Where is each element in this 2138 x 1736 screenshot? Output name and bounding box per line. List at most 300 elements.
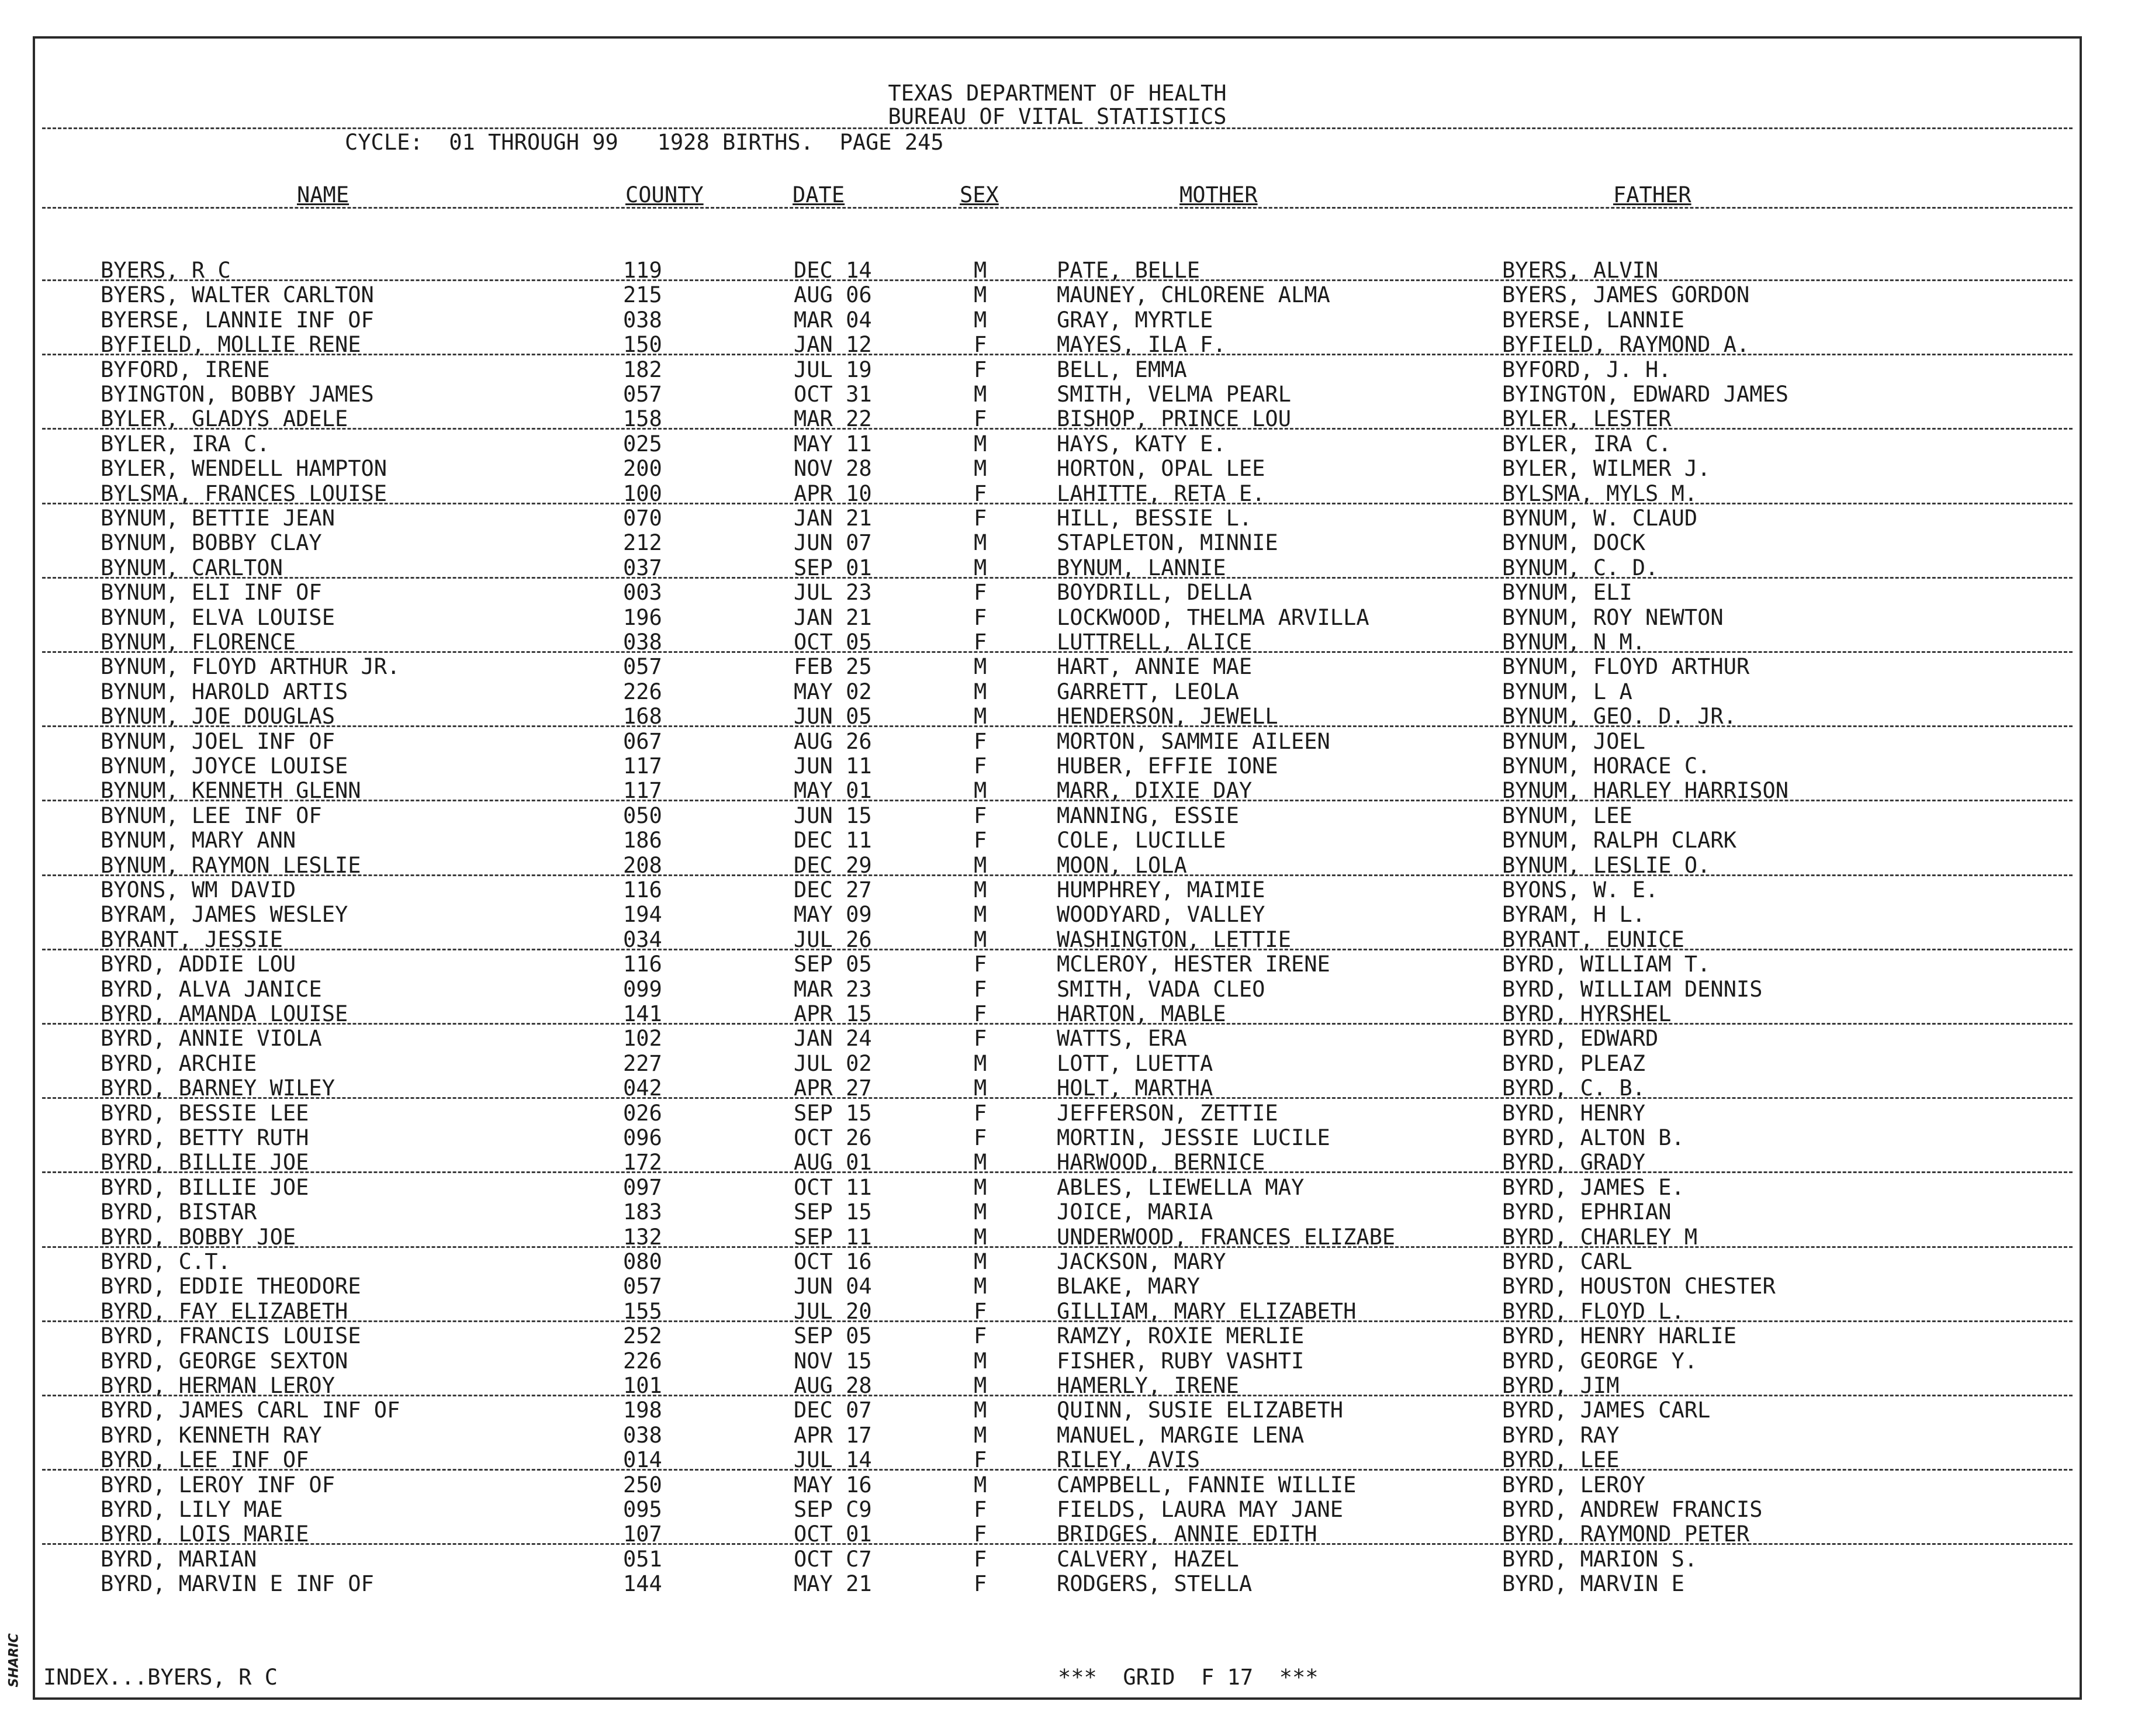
cell-mother: GARRETT, LEOLA	[1057, 679, 1239, 704]
cell-name: BYLER, IRA C.	[101, 431, 270, 457]
table-row	[35, 308, 2080, 333]
cell-name: BYNUM, FLOYD ARTHUR JR.	[101, 654, 400, 680]
cell-date: SEP 05	[794, 1323, 872, 1349]
cell-father: BYNUM, W. CLAUD	[1502, 506, 1698, 531]
cell-name: BYNUM, BETTIE JEAN	[101, 506, 335, 531]
cell-father: BYNUM, GEO. D. JR.	[1502, 704, 1736, 729]
cell-name: BYRD, AMANDA LOUISE	[101, 1001, 348, 1026]
cell-name: BYONS, WM DAVID	[101, 877, 296, 902]
cell-county: 042	[623, 1076, 662, 1101]
table-row	[35, 804, 2080, 828]
row-divider	[42, 354, 2073, 355]
cell-father: BYNUM, ELI	[1502, 580, 1632, 606]
table-row	[35, 1026, 2080, 1051]
cell-mother: HUBER, EFFIE IONE	[1057, 753, 1278, 779]
cell-mother: RILEY, AVIS	[1057, 1447, 1201, 1473]
row-divider	[42, 1171, 2073, 1173]
cell-county: 132	[623, 1224, 662, 1250]
cell-county: 099	[623, 976, 662, 1002]
cell-father: BYNUM, JOEL	[1502, 728, 1646, 754]
cell-date: JUL 19	[794, 357, 872, 382]
cell-date: SEP 01	[794, 555, 872, 580]
cell-name: BYRD, LEROY INF OF	[101, 1472, 335, 1498]
cell-mother: GRAY, MYRTLE	[1057, 307, 1213, 333]
cell-date: SEP C9	[794, 1497, 872, 1522]
cell-mother: MANUEL, MARGIE LENA	[1057, 1422, 1305, 1448]
cell-mother: MORTON, SAMMIE AILEEN	[1057, 728, 1330, 754]
cell-name: BYNUM, MARY ANN	[101, 828, 296, 853]
cell-name: BYNUM, FLORENCE	[101, 630, 296, 655]
cell-name: BYRD, FRANCIS LOUISE	[101, 1323, 361, 1349]
cell-sex: M	[974, 1150, 987, 1175]
cell-sex: F	[974, 1447, 987, 1473]
cell-county: 194	[623, 902, 662, 928]
cell-father: BYRD, ANDREW FRANCIS	[1502, 1497, 1763, 1522]
cell-sex: M	[974, 456, 987, 482]
cell-mother: MCLEROY, HESTER IRENE	[1057, 952, 1330, 977]
cell-date: OCT 05	[794, 630, 872, 655]
table-row	[35, 1498, 2080, 1522]
cell-county: 038	[623, 307, 662, 333]
table-row	[35, 1423, 2080, 1448]
cell-county: 014	[623, 1447, 662, 1473]
cell-date: MAR 22	[794, 406, 872, 432]
cell-father: BYERS, JAMES GORDON	[1502, 282, 1750, 308]
cell-sex: M	[974, 654, 987, 680]
cell-date: APR 17	[794, 1422, 872, 1448]
table-row	[35, 506, 2080, 531]
cell-date: JUN 07	[794, 530, 872, 556]
row-divider	[42, 800, 2073, 801]
cell-sex: M	[974, 926, 987, 952]
cell-date: MAR 23	[794, 976, 872, 1002]
cell-father: BYLER, LESTER	[1502, 406, 1672, 432]
cell-mother: HUMPHREY, MAIMIE	[1057, 877, 1265, 902]
table-row	[35, 1473, 2080, 1498]
cell-mother: LOCKWOOD, THELMA ARVILLA	[1057, 604, 1369, 630]
cell-name: BYRD, BARNEY WILEY	[101, 1076, 335, 1101]
cell-mother: MOON, LOLA	[1057, 852, 1187, 878]
cell-mother: HARTON, MABLE	[1057, 1001, 1226, 1026]
cell-father: BYERS, ALVIN	[1502, 258, 1659, 283]
table-row	[35, 1274, 2080, 1299]
cell-date: JAN 21	[794, 604, 872, 630]
table-row	[35, 1572, 2080, 1596]
cell-date: JUL 23	[794, 580, 872, 606]
cell-sex: M	[974, 1199, 987, 1225]
cell-county: 003	[623, 580, 662, 606]
table-row	[35, 754, 2080, 779]
cell-father: BYRD, HOUSTON CHESTER	[1502, 1274, 1776, 1299]
cell-sex: F	[974, 506, 987, 531]
cell-father: BYLER, IRA C.	[1502, 431, 1672, 457]
cell-mother: LUTTRELL, ALICE	[1057, 630, 1253, 655]
row-divider	[42, 428, 2073, 430]
cell-county: 155	[623, 1298, 662, 1324]
cell-mother: MORTIN, JESSIE LUCILE	[1057, 1125, 1330, 1150]
row-divider	[42, 651, 2073, 653]
cell-county: 116	[623, 952, 662, 977]
cell-name: BYRD, JAMES CARL INF OF	[101, 1398, 400, 1423]
cell-sex: M	[974, 877, 987, 902]
cell-date: JUN 04	[794, 1274, 872, 1299]
table-row	[35, 977, 2080, 1002]
cell-father: BYINGTON, EDWARD JAMES	[1502, 382, 1789, 407]
cell-mother: RODGERS, STELLA	[1057, 1571, 1253, 1597]
table-row	[35, 729, 2080, 754]
cell-name: BYNUM, ELI INF OF	[101, 580, 322, 606]
cell-name: BYRD, MARVIN E INF OF	[101, 1571, 374, 1597]
table-row	[35, 1349, 2080, 1374]
cell-name: BYLSMA, FRANCES LOUISE	[101, 480, 388, 506]
cell-date: JAN 12	[794, 332, 872, 358]
cell-father: BYNUM, ROY NEWTON	[1502, 604, 1724, 630]
cell-mother: WASHINGTON, LETTIE	[1057, 926, 1291, 952]
side-stamp-text: SHARIC	[6, 1633, 22, 1687]
cell-county: 034	[623, 926, 662, 952]
cell-mother: BELL, EMMA	[1057, 357, 1187, 382]
cell-father: BYLER, WILMER J.	[1502, 456, 1711, 482]
cell-county: 102	[623, 1026, 662, 1052]
column-header-father: FATHER	[1613, 182, 1691, 208]
cell-date: OCT 31	[794, 382, 872, 407]
column-header-mother: MOTHER	[1179, 182, 1258, 208]
cell-date: SEP 05	[794, 952, 872, 977]
cell-sex: M	[974, 679, 987, 704]
column-header-name: NAME	[297, 182, 350, 208]
table-row	[35, 828, 2080, 853]
row-divider	[42, 577, 2073, 579]
cell-father: BYNUM, HARLEY HARRISON	[1502, 778, 1789, 804]
cell-name: BYRD, KENNETH RAY	[101, 1422, 322, 1448]
cell-county: 200	[623, 456, 662, 482]
row-divider	[42, 503, 2073, 504]
cell-name: BYRD, LILY MAE	[101, 1497, 283, 1522]
cell-father: BYRD, HENRY	[1502, 1100, 1646, 1126]
cell-father: BYRD, CHARLEY M	[1502, 1224, 1698, 1250]
table-row	[35, 1324, 2080, 1348]
cell-mother: WATTS, ERA	[1057, 1026, 1187, 1052]
cell-date: OCT 01	[794, 1521, 872, 1547]
cell-county: 212	[623, 530, 662, 556]
table-row	[35, 952, 2080, 977]
cell-name: BYRD, GEORGE SEXTON	[101, 1348, 348, 1374]
cell-name: BYNUM, LEE INF OF	[101, 803, 322, 828]
cell-sex: M	[974, 902, 987, 928]
cell-county: 172	[623, 1150, 662, 1175]
cell-mother: FIELDS, LAURA MAY JANE	[1057, 1497, 1344, 1522]
cell-father: BYNUM, FLOYD ARTHUR	[1502, 654, 1750, 680]
cell-father: BYRAM, H L.	[1502, 902, 1646, 928]
cell-date: OCT C7	[794, 1546, 872, 1572]
cell-father: BYRD, GRADY	[1502, 1150, 1646, 1175]
cell-mother: HAMERLY, IRENE	[1057, 1373, 1239, 1398]
cell-sex: F	[974, 604, 987, 630]
cell-mother: WOODYARD, VALLEY	[1057, 902, 1265, 928]
cell-mother: HENDERSON, JEWELL	[1057, 704, 1278, 729]
row-divider	[42, 1246, 2073, 1248]
table-row	[35, 1175, 2080, 1200]
cell-mother: MANNING, ESSIE	[1057, 803, 1239, 828]
cell-date: DEC 14	[794, 258, 872, 283]
cell-county: 050	[623, 803, 662, 828]
cell-county: 182	[623, 357, 662, 382]
cell-sex: F	[974, 1298, 987, 1324]
cell-county: 117	[623, 753, 662, 779]
cell-father: BYRD, CARL	[1502, 1249, 1632, 1274]
cell-date: MAR 04	[794, 307, 872, 333]
cell-date: AUG 01	[794, 1150, 872, 1175]
cell-father: BYRD, RAYMOND PETER	[1502, 1521, 1750, 1547]
cell-sex: M	[974, 1050, 987, 1076]
cell-date: JAN 21	[794, 506, 872, 531]
cell-father: BYNUM, RALPH CLARK	[1502, 828, 1736, 853]
cell-sex: M	[974, 555, 987, 580]
cell-sex: F	[974, 976, 987, 1002]
cell-father: BYNUM, LEE	[1502, 803, 1632, 828]
cell-sex: M	[974, 1472, 987, 1498]
cell-date: SEP 15	[794, 1199, 872, 1225]
cell-sex: M	[974, 1422, 987, 1448]
bureau-title: BUREAU OF VITAL STATISTICS	[888, 104, 1227, 129]
cell-mother: HART, ANNIE MAE	[1057, 654, 1253, 680]
cell-name: BYNUM, ELVA LOUISE	[101, 604, 335, 630]
cell-county: 057	[623, 1274, 662, 1299]
cell-county: 119	[623, 258, 662, 283]
index-label: INDEX...BYERS, R C	[43, 1665, 278, 1690]
cell-name: BYNUM, RAYMON LESLIE	[101, 852, 361, 878]
row-divider	[42, 1023, 2073, 1025]
cell-county: 116	[623, 877, 662, 902]
cell-county: 168	[623, 704, 662, 729]
cell-sex: M	[974, 1249, 987, 1274]
cell-county: 107	[623, 1521, 662, 1547]
cell-name: BYNUM, JOYCE LOUISE	[101, 753, 348, 779]
cell-father: BYERSE, LANNIE	[1502, 307, 1684, 333]
cell-father: BYRD, EPHRIAN	[1502, 1199, 1672, 1225]
cell-father: BYRD, JAMES CARL	[1502, 1398, 1711, 1423]
cell-sex: M	[974, 852, 987, 878]
cell-sex: M	[974, 704, 987, 729]
cell-date: MAY 16	[794, 1472, 872, 1498]
cell-sex: F	[974, 1100, 987, 1126]
cell-mother: BISHOP, PRINCE LOU	[1057, 406, 1291, 432]
grid-label: *** GRID F 17 ***	[1058, 1665, 1319, 1690]
cell-father: BYFORD, J. H.	[1502, 357, 1672, 382]
cell-name: BYNUM, JOEL INF OF	[101, 728, 335, 754]
cell-date: MAY 21	[794, 1571, 872, 1597]
department-title: TEXAS DEPARTMENT OF HEALTH	[888, 81, 1227, 106]
cell-mother: RAMZY, ROXIE MERLIE	[1057, 1323, 1305, 1349]
cell-name: BYNUM, JOE DOUGLAS	[101, 704, 335, 729]
cell-sex: F	[974, 1571, 987, 1597]
cell-county: 215	[623, 282, 662, 308]
cell-name: BYLER, WENDELL HAMPTON	[101, 456, 388, 482]
cell-county: 183	[623, 1199, 662, 1225]
cell-mother: LOTT, LUETTA	[1057, 1050, 1213, 1076]
cell-father: BYLSMA, MYLS M.	[1502, 480, 1698, 506]
cell-date: AUG 28	[794, 1373, 872, 1398]
cell-sex: M	[974, 382, 987, 407]
cell-date: APR 27	[794, 1076, 872, 1101]
table-row	[35, 457, 2080, 481]
cell-name: BYRD, C.T.	[101, 1249, 231, 1274]
table-row	[35, 432, 2080, 457]
cell-name: BYRD, ARCHIE	[101, 1050, 257, 1076]
cell-mother: QUINN, SUSIE ELIZABETH	[1057, 1398, 1344, 1423]
cell-name: BYNUM, HAROLD ARTIS	[101, 679, 348, 704]
cell-sex: F	[974, 1497, 987, 1522]
cell-mother: CAMPBELL, FANNIE WILLIE	[1057, 1472, 1357, 1498]
cell-county: 252	[623, 1323, 662, 1349]
cell-name: BYNUM, KENNETH GLENN	[101, 778, 361, 804]
table-row	[35, 358, 2080, 382]
cell-county: 097	[623, 1174, 662, 1200]
cell-date: SEP 11	[794, 1224, 872, 1250]
cell-name: BYRD, MARIAN	[101, 1546, 257, 1572]
cell-mother: BYNUM, LANNIE	[1057, 555, 1226, 580]
cell-name: BYRD, BOBBY JOE	[101, 1224, 296, 1250]
cell-mother: SMITH, VADA CLEO	[1057, 976, 1265, 1002]
cell-county: 080	[623, 1249, 662, 1274]
row-divider	[42, 725, 2073, 727]
cell-sex: F	[974, 1521, 987, 1547]
cell-date: OCT 26	[794, 1125, 872, 1150]
cell-county: 096	[623, 1125, 662, 1150]
cell-sex: M	[974, 1076, 987, 1101]
cell-mother: HORTON, OPAL LEE	[1057, 456, 1265, 482]
cell-county: 227	[623, 1050, 662, 1076]
cell-sex: M	[974, 282, 987, 308]
row-divider	[42, 1469, 2073, 1471]
cell-father: BYNUM, N M.	[1502, 630, 1646, 655]
cell-county: 070	[623, 506, 662, 531]
cell-mother: FISHER, RUBY VASHTI	[1057, 1348, 1305, 1374]
cell-sex: F	[974, 1125, 987, 1150]
cell-date: JUN 15	[794, 803, 872, 828]
cell-sex: F	[974, 580, 987, 606]
cell-father: BYRD, GEORGE Y.	[1502, 1348, 1698, 1374]
cell-father: BYRD, MARVIN E	[1502, 1571, 1684, 1597]
table-row	[35, 1200, 2080, 1225]
cell-name: BYLER, GLADYS ADELE	[101, 406, 348, 432]
cell-sex: F	[974, 728, 987, 754]
cell-sex: F	[974, 803, 987, 828]
cell-mother: COLE, LUCILLE	[1057, 828, 1226, 853]
cell-name: BYRD, FAY ELIZABETH	[101, 1298, 348, 1324]
cell-mother: STAPLETON, MINNIE	[1057, 530, 1278, 556]
cell-name: BYRD, BILLIE JOE	[101, 1174, 309, 1200]
cell-father: BYNUM, HORACE C.	[1502, 753, 1711, 779]
cell-name: BYRD, ALVA JANICE	[101, 976, 322, 1002]
cell-date: DEC 11	[794, 828, 872, 853]
cell-county: 067	[623, 728, 662, 754]
cell-sex: M	[974, 258, 987, 283]
cell-sex: M	[974, 530, 987, 556]
cell-name: BYRD, EDDIE THEODORE	[101, 1274, 361, 1299]
table-row	[35, 902, 2080, 927]
cell-date: APR 10	[794, 480, 872, 506]
cell-mother: MAUNEY, CHLORENE ALMA	[1057, 282, 1330, 308]
table-row	[35, 1126, 2080, 1150]
cycle-line: CYCLE: 01 THROUGH 99 1928 BIRTHS. PAGE 245	[345, 130, 944, 155]
row-divider	[42, 1320, 2073, 1322]
cell-father: BYNUM, C. D.	[1502, 555, 1659, 580]
cell-mother: GILLIAM, MARY ELIZABETH	[1057, 1298, 1357, 1324]
table-row	[35, 1101, 2080, 1126]
cell-mother: MARR, DIXIE DAY	[1057, 778, 1253, 804]
cell-date: JUL 02	[794, 1050, 872, 1076]
cell-county: 208	[623, 852, 662, 878]
cell-sex: F	[974, 480, 987, 506]
cell-sex: F	[974, 630, 987, 655]
table-row	[35, 606, 2080, 630]
cell-county: 051	[623, 1546, 662, 1572]
cell-name: BYINGTON, BOBBY JAMES	[101, 382, 374, 407]
cell-name: BYFORD, IRENE	[101, 357, 270, 382]
cell-sex: F	[974, 828, 987, 853]
row-divider	[42, 1543, 2073, 1545]
cell-date: MAY 02	[794, 679, 872, 704]
cell-county: 100	[623, 480, 662, 506]
cell-date: NOV 15	[794, 1348, 872, 1374]
cell-sex: F	[974, 1001, 987, 1026]
cell-date: JUL 26	[794, 926, 872, 952]
side-stamp	[2, 1625, 26, 1701]
cell-date: AUG 06	[794, 282, 872, 308]
cell-county: 198	[623, 1398, 662, 1423]
cell-name: BYRD, ANNIE VIOLA	[101, 1026, 322, 1052]
cell-date: MAY 09	[794, 902, 872, 928]
cell-mother: JACKSON, MARY	[1057, 1249, 1226, 1274]
cell-name: BYRD, HERMAN LEROY	[101, 1373, 335, 1398]
cell-date: JUL 20	[794, 1298, 872, 1324]
cell-county: 141	[623, 1001, 662, 1026]
cell-sex: M	[974, 307, 987, 333]
cell-father: BYRD, LEE	[1502, 1447, 1620, 1473]
row-divider	[42, 1395, 2073, 1396]
cell-mother: MAYES, ILA F.	[1057, 332, 1226, 358]
cell-county: 057	[623, 654, 662, 680]
cell-mother: BLAKE, MARY	[1057, 1274, 1201, 1299]
cell-mother: HARWOOD, BERNICE	[1057, 1150, 1265, 1175]
cell-sex: M	[974, 1174, 987, 1200]
cell-sex: M	[974, 778, 987, 804]
cell-name: BYRAM, JAMES WESLEY	[101, 902, 348, 928]
cell-name: BYERS, WALTER CARLTON	[101, 282, 374, 308]
cell-mother: HILL, BESSIE L.	[1057, 506, 1253, 531]
cell-date: JUN 11	[794, 753, 872, 779]
cell-sex: F	[974, 753, 987, 779]
cell-county: 038	[623, 1422, 662, 1448]
cell-name: BYNUM, BOBBY CLAY	[101, 530, 322, 556]
cell-sex: M	[974, 1274, 987, 1299]
cell-date: AUG 26	[794, 728, 872, 754]
cell-county: 057	[623, 382, 662, 407]
divider	[42, 127, 2073, 129]
cell-father: BYONS, W. E.	[1502, 877, 1659, 902]
cell-county: 026	[623, 1100, 662, 1126]
record-page	[33, 36, 2082, 1700]
cell-father: BYRD, ALTON B.	[1502, 1125, 1684, 1150]
cell-county: 186	[623, 828, 662, 853]
row-divider	[42, 874, 2073, 876]
cell-sex: F	[974, 406, 987, 432]
cell-father: BYRD, EDWARD	[1502, 1026, 1659, 1052]
cell-date: FEB 25	[794, 654, 872, 680]
cell-father: BYFIELD, RAYMOND A.	[1502, 332, 1750, 358]
column-header-date: DATE	[793, 182, 845, 208]
